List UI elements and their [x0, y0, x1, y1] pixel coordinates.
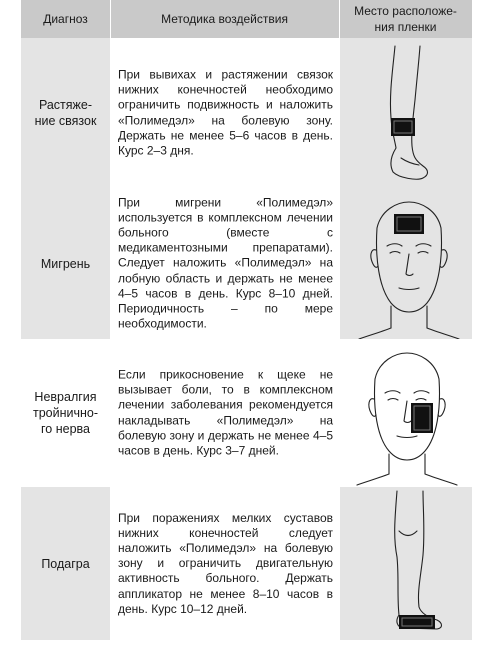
- header-method: Методика воздействия: [161, 12, 288, 26]
- method-text: При поражениях мелких суставов нижних конечностей следует наложить «Полимедэл» на болевую зону и ограничить двигательную активность больного. Держать аппликатор не менее 8–10 часов в день. Курс 10–12 дней.: [118, 510, 333, 616]
- method-cell: [110, 339, 339, 487]
- diagnosis-text: Растяже- ние связок: [34, 98, 97, 128]
- method-text: При мигрени «Полимедэл» используется в комплексном лечении больного (вместе с медикаментозными препаратами). Следует наложить «Полимедэл» на лобную область и держать не менее 4–5 часов в день. Курс 8–10 дней. Периодичность – по мере необходимости.: [118, 195, 333, 331]
- header-method-cell: [110, 0, 339, 38]
- diagnosis-text: Подагра: [41, 556, 90, 571]
- diagnosis-cell: [21, 487, 110, 640]
- placement-cell: [339, 487, 472, 640]
- foot-film-icon: [339, 487, 472, 640]
- placement-cell: [339, 339, 472, 487]
- column-divider: [110, 0, 111, 640]
- ankle-film-icon: [339, 38, 472, 188]
- method-text: Если прикосновение к щеке не вызывает боли, то в комплексном лечении заболевания рекомендуется накладывать «Полимедэл» на болевую зону и держать не менее 4–5 часов в день. Курс 3–7 дней.: [118, 367, 333, 458]
- method-cell: [110, 487, 339, 640]
- diagnosis-cell: [21, 339, 110, 487]
- header-placement-cell: [339, 0, 472, 38]
- method-text: При вывихах и растяжении связок нижних конечностей необходимо ограничить подвижность и наложить «Полимедэл» на болевую зону. Держать не менее 5–6 часов в день. Курс 2–3 дня.: [118, 67, 333, 158]
- method-cell: [110, 188, 339, 339]
- diagnosis-cell: [21, 188, 110, 339]
- table-row: [21, 38, 472, 188]
- placement-cell: [339, 188, 472, 339]
- forehead-film-icon: [339, 188, 472, 339]
- method-cell: [110, 38, 339, 188]
- cheek-film-icon: [339, 339, 472, 487]
- column-divider: [339, 0, 340, 640]
- header-placement: Место расположе- ния пленки: [354, 4, 457, 34]
- treatment-table: [21, 0, 472, 640]
- header-diagnosis: Диагноз: [43, 12, 88, 26]
- table-row: [21, 339, 472, 487]
- diagnosis-text: Мигрень: [40, 256, 91, 271]
- header-diagnosis-cell: [21, 0, 110, 38]
- diagnosis-cell: [21, 38, 110, 188]
- table-row: [21, 188, 472, 339]
- diagnosis-text: Невралгия тройнично- го нерва: [32, 390, 99, 436]
- table-row: [21, 487, 472, 640]
- placement-cell: [339, 38, 472, 188]
